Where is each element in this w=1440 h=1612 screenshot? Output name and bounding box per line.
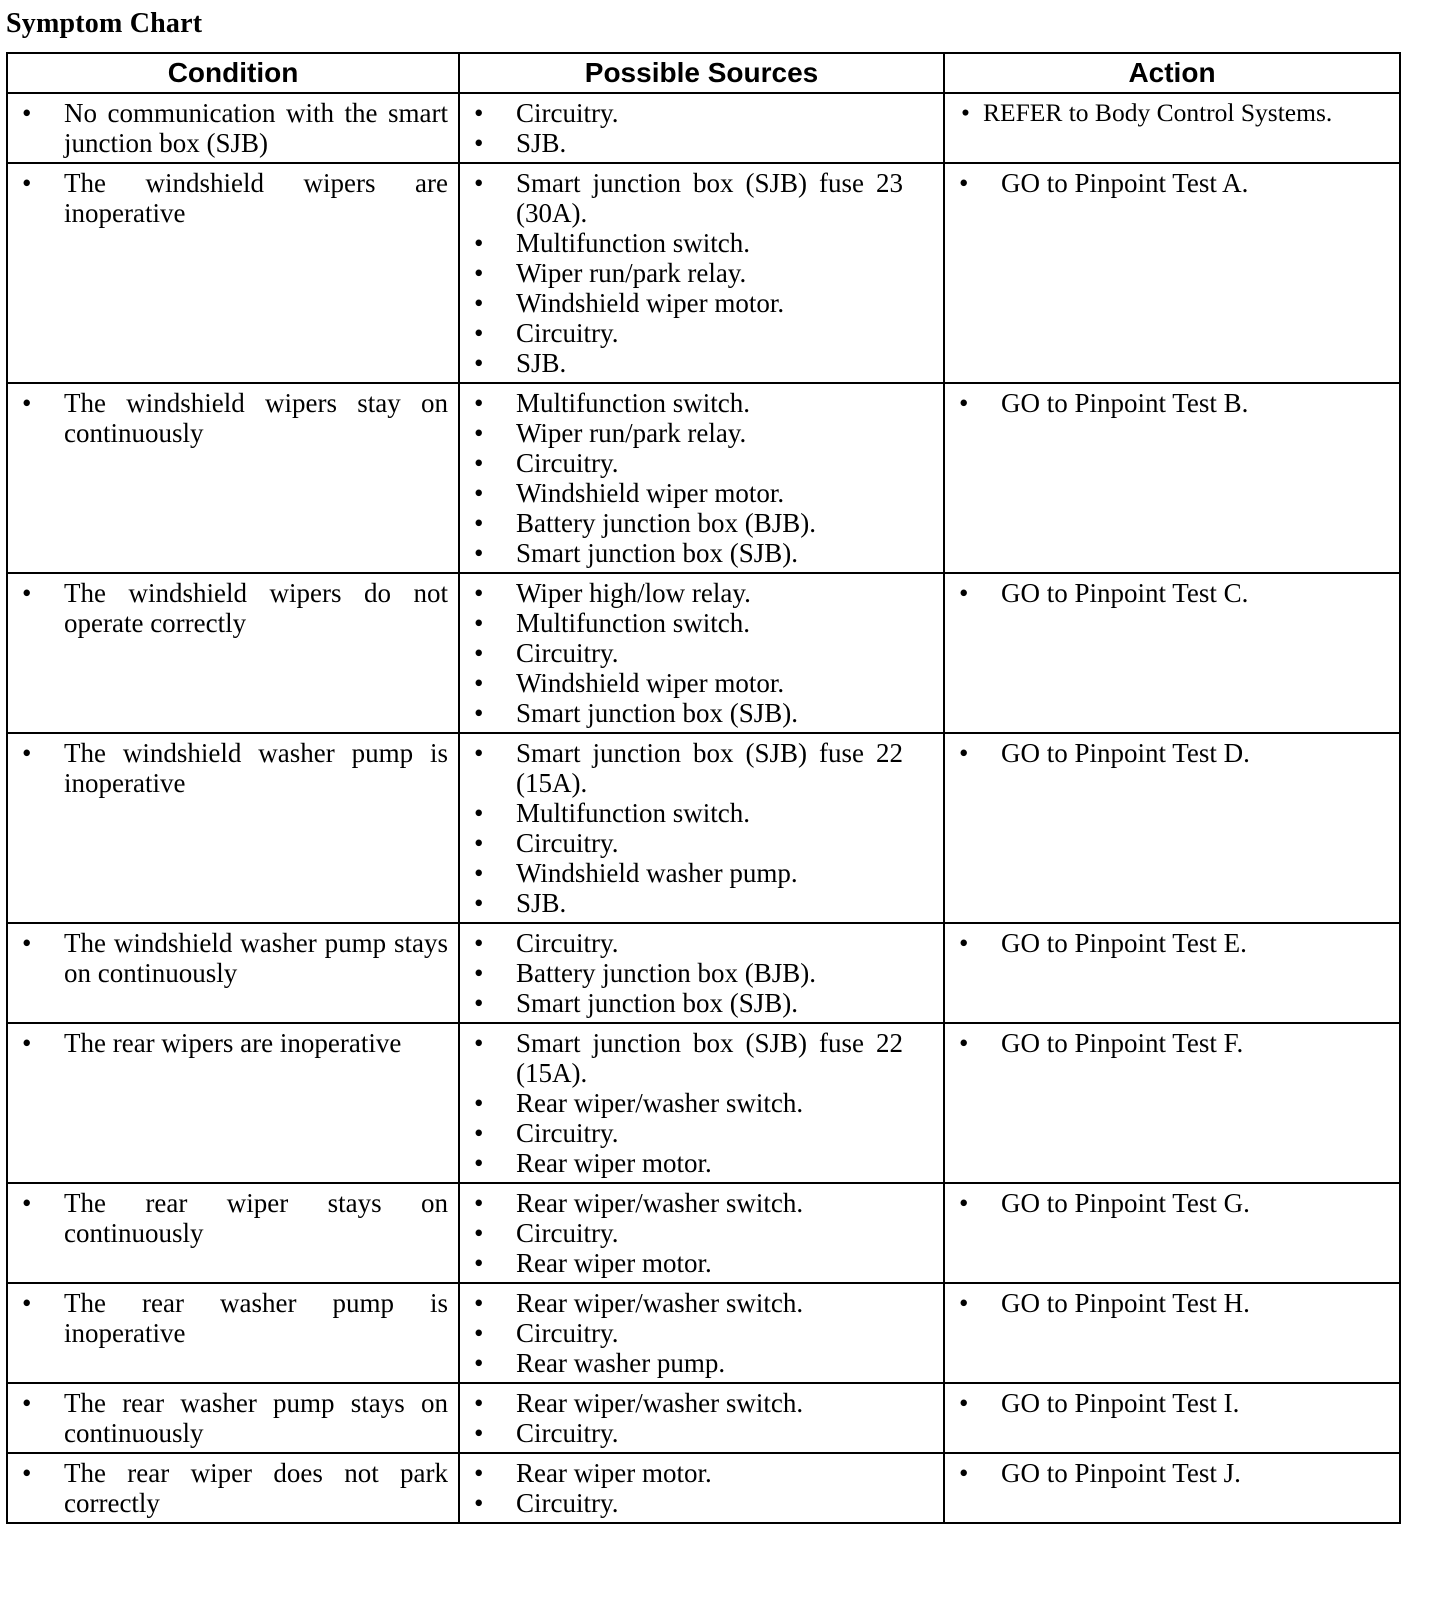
header-row [7, 53, 1400, 93]
source-item: • Multifunction switch. [460, 388, 943, 418]
condition-text: • The rear washer pump is inoperative [8, 1288, 458, 1348]
table-row [7, 1183, 1400, 1283]
source-item: • Smart junction box (SJB). [460, 988, 943, 1018]
action-text: • GO to Pinpoint Test H. [945, 1288, 1399, 1318]
source-item: • Smart junction box (SJB). [460, 538, 943, 568]
source-item: • Rear wiper/washer switch. [460, 1288, 943, 1318]
condition-cell [7, 1453, 459, 1523]
action-text: • GO to Pinpoint Test B. [945, 388, 1399, 418]
possible-sources-cell [459, 93, 944, 163]
source-item: • Smart junction box (SJB). [460, 698, 943, 728]
action-text: • GO to Pinpoint Test G. [945, 1188, 1399, 1218]
source-item: • Multifunction switch. [460, 798, 943, 828]
source-item: • Rear wiper motor. [460, 1148, 943, 1178]
action-cell [944, 1183, 1400, 1283]
condition-text: • The rear wipers are inoperative [8, 1028, 458, 1058]
condition-text: • The windshield washer pump is inoperative [8, 738, 458, 798]
action-cell [944, 163, 1400, 383]
action-text: • GO to Pinpoint Test D. [945, 738, 1399, 768]
source-item: • Battery junction box (BJB). [460, 958, 943, 988]
condition-text: • The rear wiper stays on continuously [8, 1188, 458, 1248]
condition-cell [7, 1023, 459, 1183]
condition-text: • The windshield wipers stay on continuously [8, 388, 458, 448]
action-text: • GO to Pinpoint Test J. [945, 1458, 1399, 1488]
condition-cell [7, 573, 459, 733]
source-item: • Rear washer pump. [460, 1348, 943, 1378]
action-cell [944, 1283, 1400, 1383]
possible-sources-cell [459, 1453, 944, 1523]
condition-text: • The windshield washer pump stays on continuously [8, 928, 458, 988]
possible-sources-cell [459, 163, 944, 383]
source-item: • SJB. [460, 128, 943, 158]
source-item: • SJB. [460, 348, 943, 378]
action-text: • REFER to Body Control Systems. [945, 98, 1399, 128]
table-row [7, 923, 1400, 1023]
condition-text: • The windshield wipers do not operate correctly [8, 578, 458, 638]
condition-cell [7, 1283, 459, 1383]
table-row [7, 1023, 1400, 1183]
source-item: • Circuitry. [460, 318, 943, 348]
header-action: Action [944, 53, 1400, 93]
action-cell [944, 733, 1400, 923]
source-item: • Rear wiper motor. [460, 1458, 943, 1488]
table-body [7, 93, 1400, 1523]
symptom-chart-table [6, 52, 1401, 1524]
condition-text: • The rear washer pump stays on continuously [8, 1388, 458, 1448]
source-item: • Circuitry. [460, 448, 943, 478]
possible-sources-cell [459, 1183, 944, 1283]
source-item: • Rear wiper/washer switch. [460, 1388, 943, 1418]
condition-cell [7, 93, 459, 163]
table-row [7, 733, 1400, 923]
source-item: • Windshield wiper motor. [460, 288, 943, 318]
action-text: • GO to Pinpoint Test E. [945, 928, 1399, 958]
table-row [7, 163, 1400, 383]
source-item: • Wiper run/park relay. [460, 418, 943, 448]
condition-text: • The rear wiper does not park correctly [8, 1458, 458, 1518]
source-item: • SJB. [460, 888, 943, 918]
source-item: • Rear wiper motor. [460, 1248, 943, 1278]
action-cell [944, 573, 1400, 733]
source-item: • Circuitry. [460, 638, 943, 668]
source-item: • Multifunction switch. [460, 608, 943, 638]
source-item: • Rear wiper/washer switch. [460, 1088, 943, 1118]
table-row [7, 383, 1400, 573]
source-item: • Windshield wiper motor. [460, 668, 943, 698]
source-item: • Circuitry. [460, 98, 943, 128]
source-item: • Circuitry. [460, 828, 943, 858]
table-row [7, 93, 1400, 163]
source-item: • Multifunction switch. [460, 228, 943, 258]
condition-cell [7, 1383, 459, 1453]
header-condition: Condition [7, 53, 459, 93]
action-text: • GO to Pinpoint Test C. [945, 578, 1399, 608]
possible-sources-cell [459, 733, 944, 923]
possible-sources-cell [459, 1383, 944, 1453]
condition-cell [7, 163, 459, 383]
possible-sources-cell [459, 1283, 944, 1383]
action-cell [944, 1023, 1400, 1183]
action-text: • GO to Pinpoint Test A. [945, 168, 1399, 198]
page-title: Symptom Chart [6, 8, 203, 39]
table-row [7, 1383, 1400, 1453]
action-cell [944, 383, 1400, 573]
source-item: • Windshield wiper motor. [460, 478, 943, 508]
header-possible-sources: Possible Sources [459, 53, 944, 93]
condition-text: • No communication with the smart junction box (SJB) [8, 98, 458, 158]
source-item: • Circuitry. [460, 1118, 943, 1148]
table-row [7, 573, 1400, 733]
possible-sources-cell [459, 573, 944, 733]
source-item: • Smart junction box (SJB) fuse 22 (15A). [460, 1028, 943, 1088]
table-row [7, 1283, 1400, 1383]
possible-sources-cell [459, 383, 944, 573]
source-item: • Circuitry. [460, 1218, 943, 1248]
source-item: • Battery junction box (BJB). [460, 508, 943, 538]
condition-text: • The windshield wipers are inoperative [8, 168, 458, 228]
possible-sources-cell [459, 1023, 944, 1183]
action-text: • GO to Pinpoint Test I. [945, 1388, 1399, 1418]
action-cell [944, 93, 1400, 163]
action-text: • GO to Pinpoint Test F. [945, 1028, 1399, 1058]
source-item: • Wiper run/park relay. [460, 258, 943, 288]
condition-cell [7, 733, 459, 923]
action-cell [944, 923, 1400, 1023]
source-item: • Circuitry. [460, 928, 943, 958]
source-item: • Circuitry. [460, 1418, 943, 1448]
source-item: • Circuitry. [460, 1488, 943, 1518]
possible-sources-cell [459, 923, 944, 1023]
source-item: • Windshield washer pump. [460, 858, 943, 888]
action-cell [944, 1453, 1400, 1523]
source-item: • Smart junction box (SJB) fuse 23 (30A). [460, 168, 943, 228]
source-item: • Rear wiper/washer switch. [460, 1188, 943, 1218]
condition-cell [7, 383, 459, 573]
action-cell [944, 1383, 1400, 1453]
source-item: • Circuitry. [460, 1318, 943, 1348]
source-item: • Wiper high/low relay. [460, 578, 943, 608]
source-item: • Smart junction box (SJB) fuse 22 (15A). [460, 738, 943, 798]
condition-cell [7, 923, 459, 1023]
condition-cell [7, 1183, 459, 1283]
table-row [7, 1453, 1400, 1523]
